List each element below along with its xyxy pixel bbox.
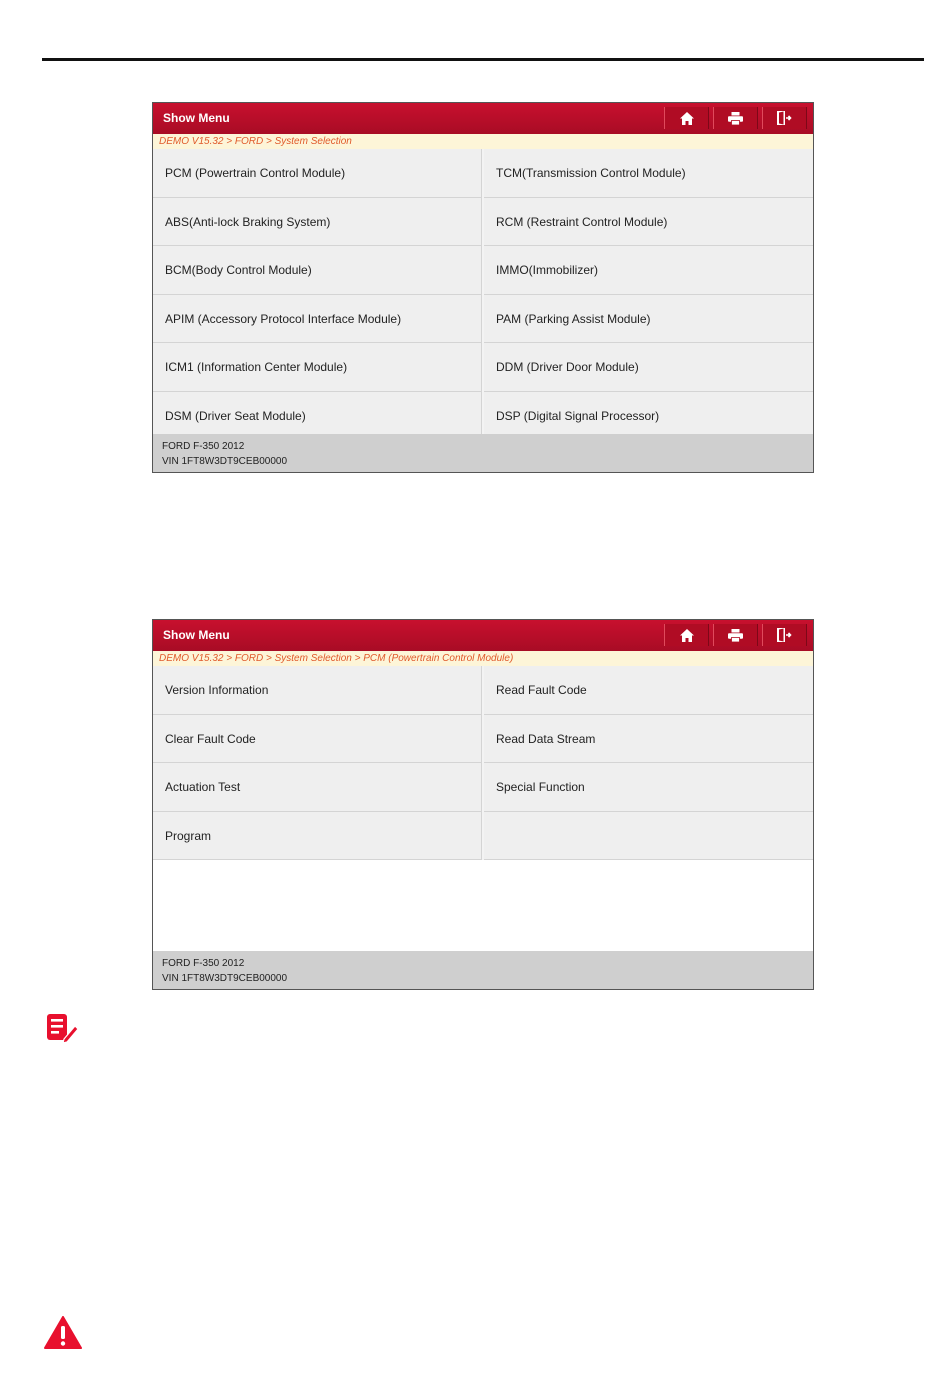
menu-item-tcm[interactable]: TCM(Transmission Control Module) bbox=[484, 149, 813, 198]
menu-item-special-function[interactable]: Special Function bbox=[484, 763, 813, 812]
exit-icon bbox=[777, 628, 792, 642]
menu-item-empty bbox=[484, 812, 813, 861]
vehicle-info-footer bbox=[153, 434, 813, 472]
menu-item-version-information[interactable]: Version Information bbox=[153, 666, 482, 715]
breadcrumb: DEMO V15.32 > FORD > System Selection bbox=[153, 134, 813, 149]
menu-item-actuation-test[interactable]: Actuation Test bbox=[153, 763, 482, 812]
breadcrumb: DEMO V15.32 > FORD > System Selection > PCM (Powertrain Control Module) bbox=[153, 651, 813, 666]
vehicle-vin: VIN 1FT8W3DT9CEB00000 bbox=[162, 973, 288, 984]
menu-item-pam[interactable]: PAM (Parking Assist Module) bbox=[484, 295, 813, 344]
menu-item-program[interactable]: Program bbox=[153, 812, 482, 861]
home-icon bbox=[680, 629, 694, 642]
exit-button[interactable] bbox=[762, 624, 807, 646]
menu-item-read-data-stream[interactable]: Read Data Stream bbox=[484, 715, 813, 764]
vehicle-model: FORD F-350 2012 bbox=[162, 958, 245, 969]
menu-item-ddm[interactable]: DDM (Driver Door Module) bbox=[484, 343, 813, 392]
print-icon bbox=[728, 629, 743, 642]
menu-item-clear-fault-code[interactable]: Clear Fault Code bbox=[153, 715, 482, 764]
window-title: Show Menu bbox=[163, 628, 230, 642]
menu-item-immo[interactable]: IMMO(Immobilizer) bbox=[484, 246, 813, 295]
title-bar bbox=[153, 103, 813, 134]
home-icon bbox=[680, 112, 694, 125]
home-button[interactable] bbox=[664, 107, 709, 129]
menu-item-apim[interactable]: APIM (Accessory Protocol Interface Module) bbox=[153, 295, 482, 344]
menu-grid bbox=[153, 666, 813, 860]
print-button[interactable] bbox=[713, 624, 758, 646]
menu-item-icm1[interactable]: ICM1 (Information Center Module) bbox=[153, 343, 482, 392]
home-button[interactable] bbox=[664, 624, 709, 646]
exit-button[interactable] bbox=[762, 107, 807, 129]
menu-item-abs[interactable]: ABS(Anti-lock Braking System) bbox=[153, 198, 482, 247]
warning-icon bbox=[44, 1316, 82, 1350]
print-icon bbox=[728, 112, 743, 125]
system-selection-screen bbox=[152, 102, 814, 473]
page-header-rule bbox=[42, 58, 924, 61]
vehicle-vin: VIN 1FT8W3DT9CEB00000 bbox=[162, 456, 288, 467]
menu-item-rcm[interactable]: RCM (Restraint Control Module) bbox=[484, 198, 813, 247]
menu-item-dsm[interactable]: DSM (Driver Seat Module) bbox=[153, 392, 482, 441]
menu-grid bbox=[153, 149, 813, 440]
exit-icon bbox=[777, 111, 792, 125]
vehicle-info-footer bbox=[153, 951, 813, 989]
vehicle-model: FORD F-350 2012 bbox=[162, 441, 245, 452]
title-bar bbox=[153, 620, 813, 651]
menu-item-dsp[interactable]: DSP (Digital Signal Processor) bbox=[484, 392, 813, 441]
menu-item-pcm[interactable]: PCM (Powertrain Control Module) bbox=[153, 149, 482, 198]
menu-item-bcm[interactable]: BCM(Body Control Module) bbox=[153, 246, 482, 295]
pcm-function-screen bbox=[152, 619, 814, 990]
print-button[interactable] bbox=[713, 107, 758, 129]
note-icon bbox=[44, 1012, 80, 1044]
menu-item-read-fault-code[interactable]: Read Fault Code bbox=[484, 666, 813, 715]
window-title: Show Menu bbox=[163, 111, 230, 125]
